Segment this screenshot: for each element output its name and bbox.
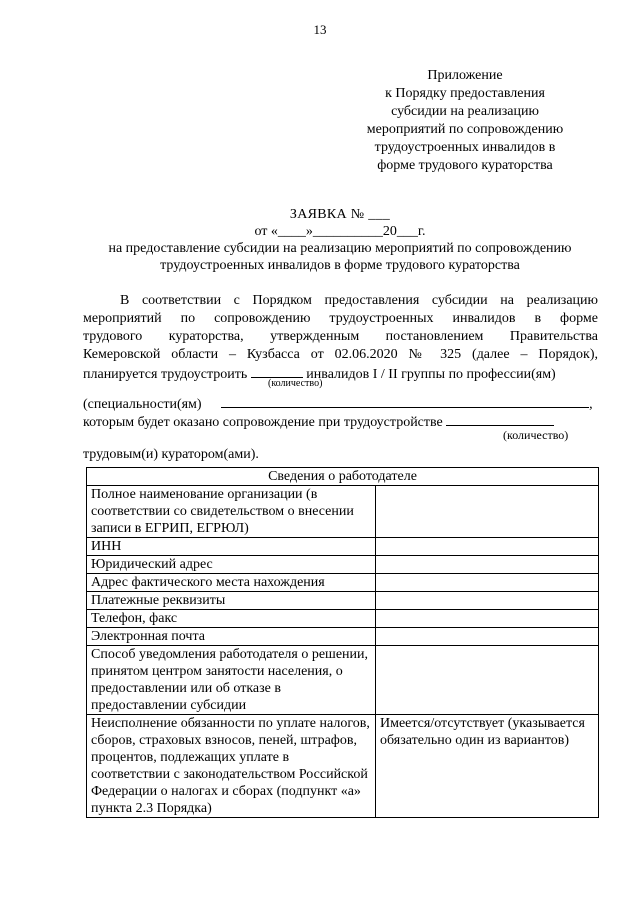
specialty-blank[interactable] [221, 394, 589, 408]
row-label: Адрес фактического места нахождения [87, 574, 376, 592]
table-row [87, 610, 599, 628]
employer-info-table [86, 467, 599, 818]
row-label: Электронная почта [87, 628, 376, 646]
title-block [60, 206, 620, 274]
document-heading: ЗАЯВКА № ___ [289, 207, 391, 222]
body-line [83, 394, 598, 412]
row-label: Неисполнение обязанности по уплате налогов, сборов, страховых взносов, пеней, штрафов, процентов, подлежащих уплате в соответствии с законодательством Российской Федерации о налогах и сборах (подпункт «а» пункта 2.3 Порядка) [87, 715, 376, 818]
row-value[interactable] [376, 538, 599, 556]
row-label: ИНН [87, 538, 376, 556]
body-text-fragment: которым будет оказано сопровождение при трудоустройстве [83, 415, 443, 430]
body-paragraph [83, 292, 598, 464]
quantity-blank[interactable] [251, 364, 303, 378]
row-value[interactable] [376, 556, 599, 574]
table-row [87, 486, 599, 538]
row-label: Телефон, факс [87, 610, 376, 628]
subtitle-line: трудоустроенных инвалидов в форме трудового кураторства [160, 258, 520, 273]
appendix-line: форме трудового кураторства [377, 158, 553, 173]
table-header: Сведения о работодателе [87, 468, 599, 486]
date-line: от «____»__________20___г. [254, 224, 426, 239]
body-text-fragment: , [589, 397, 593, 412]
quantity-note: (количество) [268, 378, 323, 389]
row-value[interactable] [376, 574, 599, 592]
appendix-line: мероприятий по сопровождению [366, 122, 564, 137]
table-row [87, 538, 599, 556]
quantity-note: (количество) [503, 428, 569, 442]
row-label: Платежные реквизиты [87, 592, 376, 610]
page-number: 13 [313, 22, 327, 37]
curator-quantity-blank[interactable] [446, 412, 554, 426]
table-row [87, 574, 599, 592]
body-line: Кемеровской области – Кузбасса от 02.06.2020 № 325 (далее – Порядок), [83, 347, 598, 362]
row-label: Полное наименование организации (в соответствии со свидетельством о внесении записи в ЕГРИП, ЕГРЮЛ) [87, 486, 376, 538]
appendix-line: субсидии на реализацию [391, 104, 539, 119]
row-value[interactable] [376, 610, 599, 628]
row-label: Способ уведомления работодателя о решении, принятом центром занятости населения, о предоставлении или об отказе в предоставлении субсидии [87, 646, 376, 715]
row-value[interactable] [376, 628, 599, 646]
appendix-line: трудоустроенных инвалидов в [374, 140, 556, 155]
row-value[interactable] [376, 592, 599, 610]
body-line: В соответствии с Порядком предоставления субсидии на реализацию [120, 293, 598, 308]
body-line: трудового кураторства, утвержденным постановлением Правительства [83, 329, 598, 344]
table-row [87, 556, 599, 574]
body-text-fragment: инвалидов I / II группы по профессии(ям) [306, 367, 556, 382]
table-row [87, 715, 599, 818]
table-header-row [87, 468, 599, 486]
body-text-fragment: планируется трудоустроить [83, 367, 248, 382]
body-line: мероприятий по сопровождению трудоустроенных инвалидов в форме [83, 311, 598, 326]
row-value[interactable]: Имеется/отсутствует (указывается обязательно один из вариантов) [376, 715, 599, 818]
body-line: трудовым(и) куратором(ами). [83, 447, 259, 462]
body-text-fragment: (специальности(ям) [83, 397, 202, 412]
row-value[interactable] [376, 486, 599, 538]
row-label: Юридический адрес [87, 556, 376, 574]
appendix-note [330, 67, 600, 175]
quantity-note-row [83, 378, 598, 394]
table-row [87, 592, 599, 610]
table-row [87, 628, 599, 646]
appendix-line: к Порядку предоставления [385, 86, 545, 101]
table-row [87, 646, 599, 715]
appendix-line: Приложение [427, 68, 503, 83]
body-line [83, 364, 598, 382]
quantity-note-row [83, 430, 598, 446]
row-value[interactable] [376, 646, 599, 715]
subtitle-line: на предоставление субсидии на реализацию мероприятий по сопровождению [108, 241, 572, 256]
